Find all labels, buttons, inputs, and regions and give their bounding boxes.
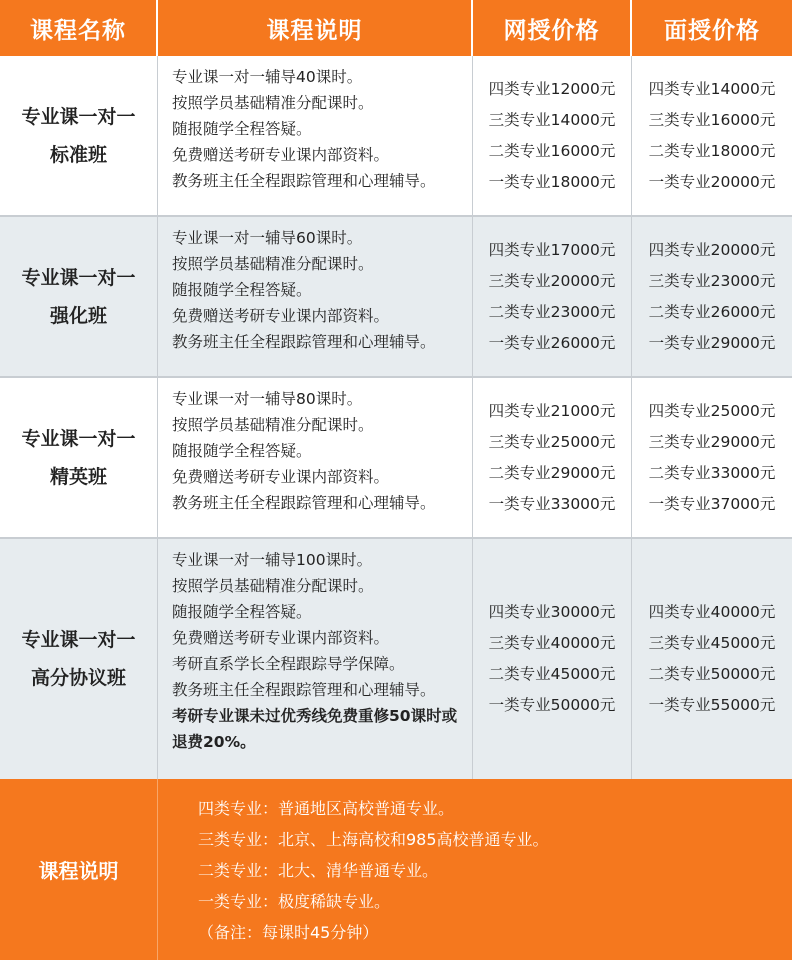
course-row-elite bbox=[0, 378, 792, 539]
note-item: 一类专业：极度稀缺专业。 bbox=[198, 892, 391, 911]
note-item: 四类专业：普通地区高校普通专业。 bbox=[198, 799, 455, 818]
course-row-standard bbox=[0, 56, 792, 217]
course-description bbox=[158, 539, 473, 779]
note-item: 三类专业：北京、上海高校和985高校普通专业。 bbox=[198, 830, 549, 849]
description-line: 随报随学全程答疑。 bbox=[172, 281, 312, 299]
price-item: 四类专业21000元 bbox=[488, 401, 616, 420]
description-line: 免费赠送考研专业课内部资料。 bbox=[172, 146, 390, 164]
price-item: 二类专业26000元 bbox=[648, 302, 776, 321]
course-name-line: 强化班 bbox=[49, 304, 107, 327]
course-name-line: 标准班 bbox=[49, 143, 107, 166]
course-description bbox=[158, 378, 473, 537]
course-name-line: 专业课一对一 bbox=[21, 629, 136, 651]
description-line: 专业课一对一辅导40课时。 bbox=[172, 68, 363, 86]
course-name-line: 高分协议班 bbox=[30, 667, 126, 689]
description-line: 随报随学全程答疑。 bbox=[172, 442, 312, 460]
price-item: 一类专业20000元 bbox=[648, 172, 776, 191]
course-name-line: 专业课一对一 bbox=[21, 105, 136, 128]
price-item: 三类专业14000元 bbox=[488, 110, 616, 129]
course-name-line: 专业课一对一 bbox=[21, 266, 136, 289]
online-price-list bbox=[473, 56, 632, 215]
price-item: 一类专业50000元 bbox=[488, 696, 616, 714]
course-name-line: 专业课一对一 bbox=[21, 427, 136, 450]
price-item: 二类专业33000元 bbox=[648, 463, 776, 482]
description-line: 免费赠送考研专业课内部资料。 bbox=[172, 307, 390, 325]
course-name bbox=[0, 539, 158, 779]
offline-price-list bbox=[632, 378, 792, 537]
price-item: 一类专业55000元 bbox=[648, 696, 776, 714]
price-item: 三类专业45000元 bbox=[648, 634, 776, 652]
description-line: 专业课一对一辅导60课时。 bbox=[172, 229, 363, 247]
course-description bbox=[158, 217, 473, 376]
course-name bbox=[0, 378, 158, 537]
price-item: 二类专业18000元 bbox=[648, 141, 776, 160]
price-item: 四类专业14000元 bbox=[648, 79, 776, 98]
price-item: 三类专业29000元 bbox=[648, 432, 776, 451]
price-item: 四类专业30000元 bbox=[488, 603, 616, 621]
description-line: 随报随学全程答疑。 bbox=[172, 603, 312, 621]
price-item: 一类专业18000元 bbox=[488, 172, 616, 191]
description-line: 教务班主任全程跟踪管理和心理辅导。 bbox=[172, 333, 436, 351]
price-item: 三类专业16000元 bbox=[648, 110, 776, 129]
description-line: 按照学员基础精准分配课时。 bbox=[172, 577, 374, 595]
notes-list bbox=[158, 779, 792, 960]
header-online-price: 网授价格 bbox=[473, 0, 632, 56]
header-offline-price: 面授价格 bbox=[664, 17, 760, 44]
online-price-list bbox=[473, 539, 632, 779]
description-line: 教务班主任全程跟踪管理和心理辅导。 bbox=[172, 172, 436, 190]
price-item: 四类专业40000元 bbox=[648, 603, 776, 621]
price-item: 四类专业25000元 bbox=[648, 401, 776, 420]
price-item: 四类专业17000元 bbox=[488, 240, 616, 259]
notes-title: 课程说明 bbox=[0, 779, 158, 960]
price-item: 一类专业37000元 bbox=[648, 494, 776, 513]
price-item: 一类专业26000元 bbox=[488, 333, 616, 352]
description-line: 专业课一对一辅导100课时。 bbox=[172, 551, 373, 569]
course-name bbox=[0, 217, 158, 376]
price-item: 三类专业25000元 bbox=[488, 432, 616, 451]
price-item: 三类专业20000元 bbox=[488, 271, 616, 290]
course-row-intensive bbox=[0, 217, 792, 378]
price-item: 二类专业50000元 bbox=[648, 665, 776, 683]
price-item: 三类专业23000元 bbox=[648, 271, 776, 290]
course-notes-section bbox=[0, 779, 792, 960]
description-line: 考研直系学长全程跟踪导学保障。 bbox=[172, 655, 405, 673]
price-item: 二类专业45000元 bbox=[488, 665, 616, 683]
description-line: 按照学员基础精准分配课时。 bbox=[172, 255, 374, 273]
price-item: 一类专业29000元 bbox=[648, 333, 776, 352]
description-line: 随报随学全程答疑。 bbox=[172, 120, 312, 138]
description-line: 免费赠送考研专业课内部资料。 bbox=[172, 629, 390, 647]
price-item: 三类专业40000元 bbox=[488, 634, 616, 652]
price-item: 四类专业12000元 bbox=[488, 79, 616, 98]
online-price-list bbox=[473, 378, 632, 537]
price-item: 四类专业20000元 bbox=[648, 240, 776, 259]
online-price-list bbox=[473, 217, 632, 376]
header-course-name: 课程名称 bbox=[0, 0, 158, 56]
description-line: 教务班主任全程跟踪管理和心理辅导。 bbox=[172, 681, 436, 699]
price-item: 一类专业33000元 bbox=[488, 494, 616, 513]
offline-price-list bbox=[632, 56, 792, 215]
offline-price-list bbox=[632, 539, 792, 779]
header-course-description: 课程说明 bbox=[158, 0, 473, 56]
description-line: 按照学员基础精准分配课时。 bbox=[172, 416, 374, 434]
offline-price-list bbox=[632, 217, 792, 376]
description-line: 教务班主任全程跟踪管理和心理辅导。 bbox=[172, 494, 436, 512]
description-line: 免费赠送考研专业课内部资料。 bbox=[172, 468, 390, 486]
guarantee-note: 考研专业课未过优秀线免费重修50课时或退费20%。 bbox=[172, 707, 458, 751]
note-item: 二类专业：北大、清华普通专业。 bbox=[198, 861, 439, 880]
course-name-line: 精英班 bbox=[49, 465, 107, 488]
description-line: 专业课一对一辅导80课时。 bbox=[172, 390, 363, 408]
course-name bbox=[0, 56, 158, 215]
description-line: 按照学员基础精准分配课时。 bbox=[172, 94, 374, 112]
price-item: 二类专业23000元 bbox=[488, 302, 616, 321]
course-row-high-score bbox=[0, 539, 792, 779]
table-header bbox=[0, 0, 792, 56]
course-description bbox=[158, 56, 473, 215]
note-item: （备注：每课时45分钟） bbox=[198, 923, 379, 942]
price-item: 二类专业29000元 bbox=[488, 463, 616, 482]
price-item: 二类专业16000元 bbox=[488, 141, 616, 160]
